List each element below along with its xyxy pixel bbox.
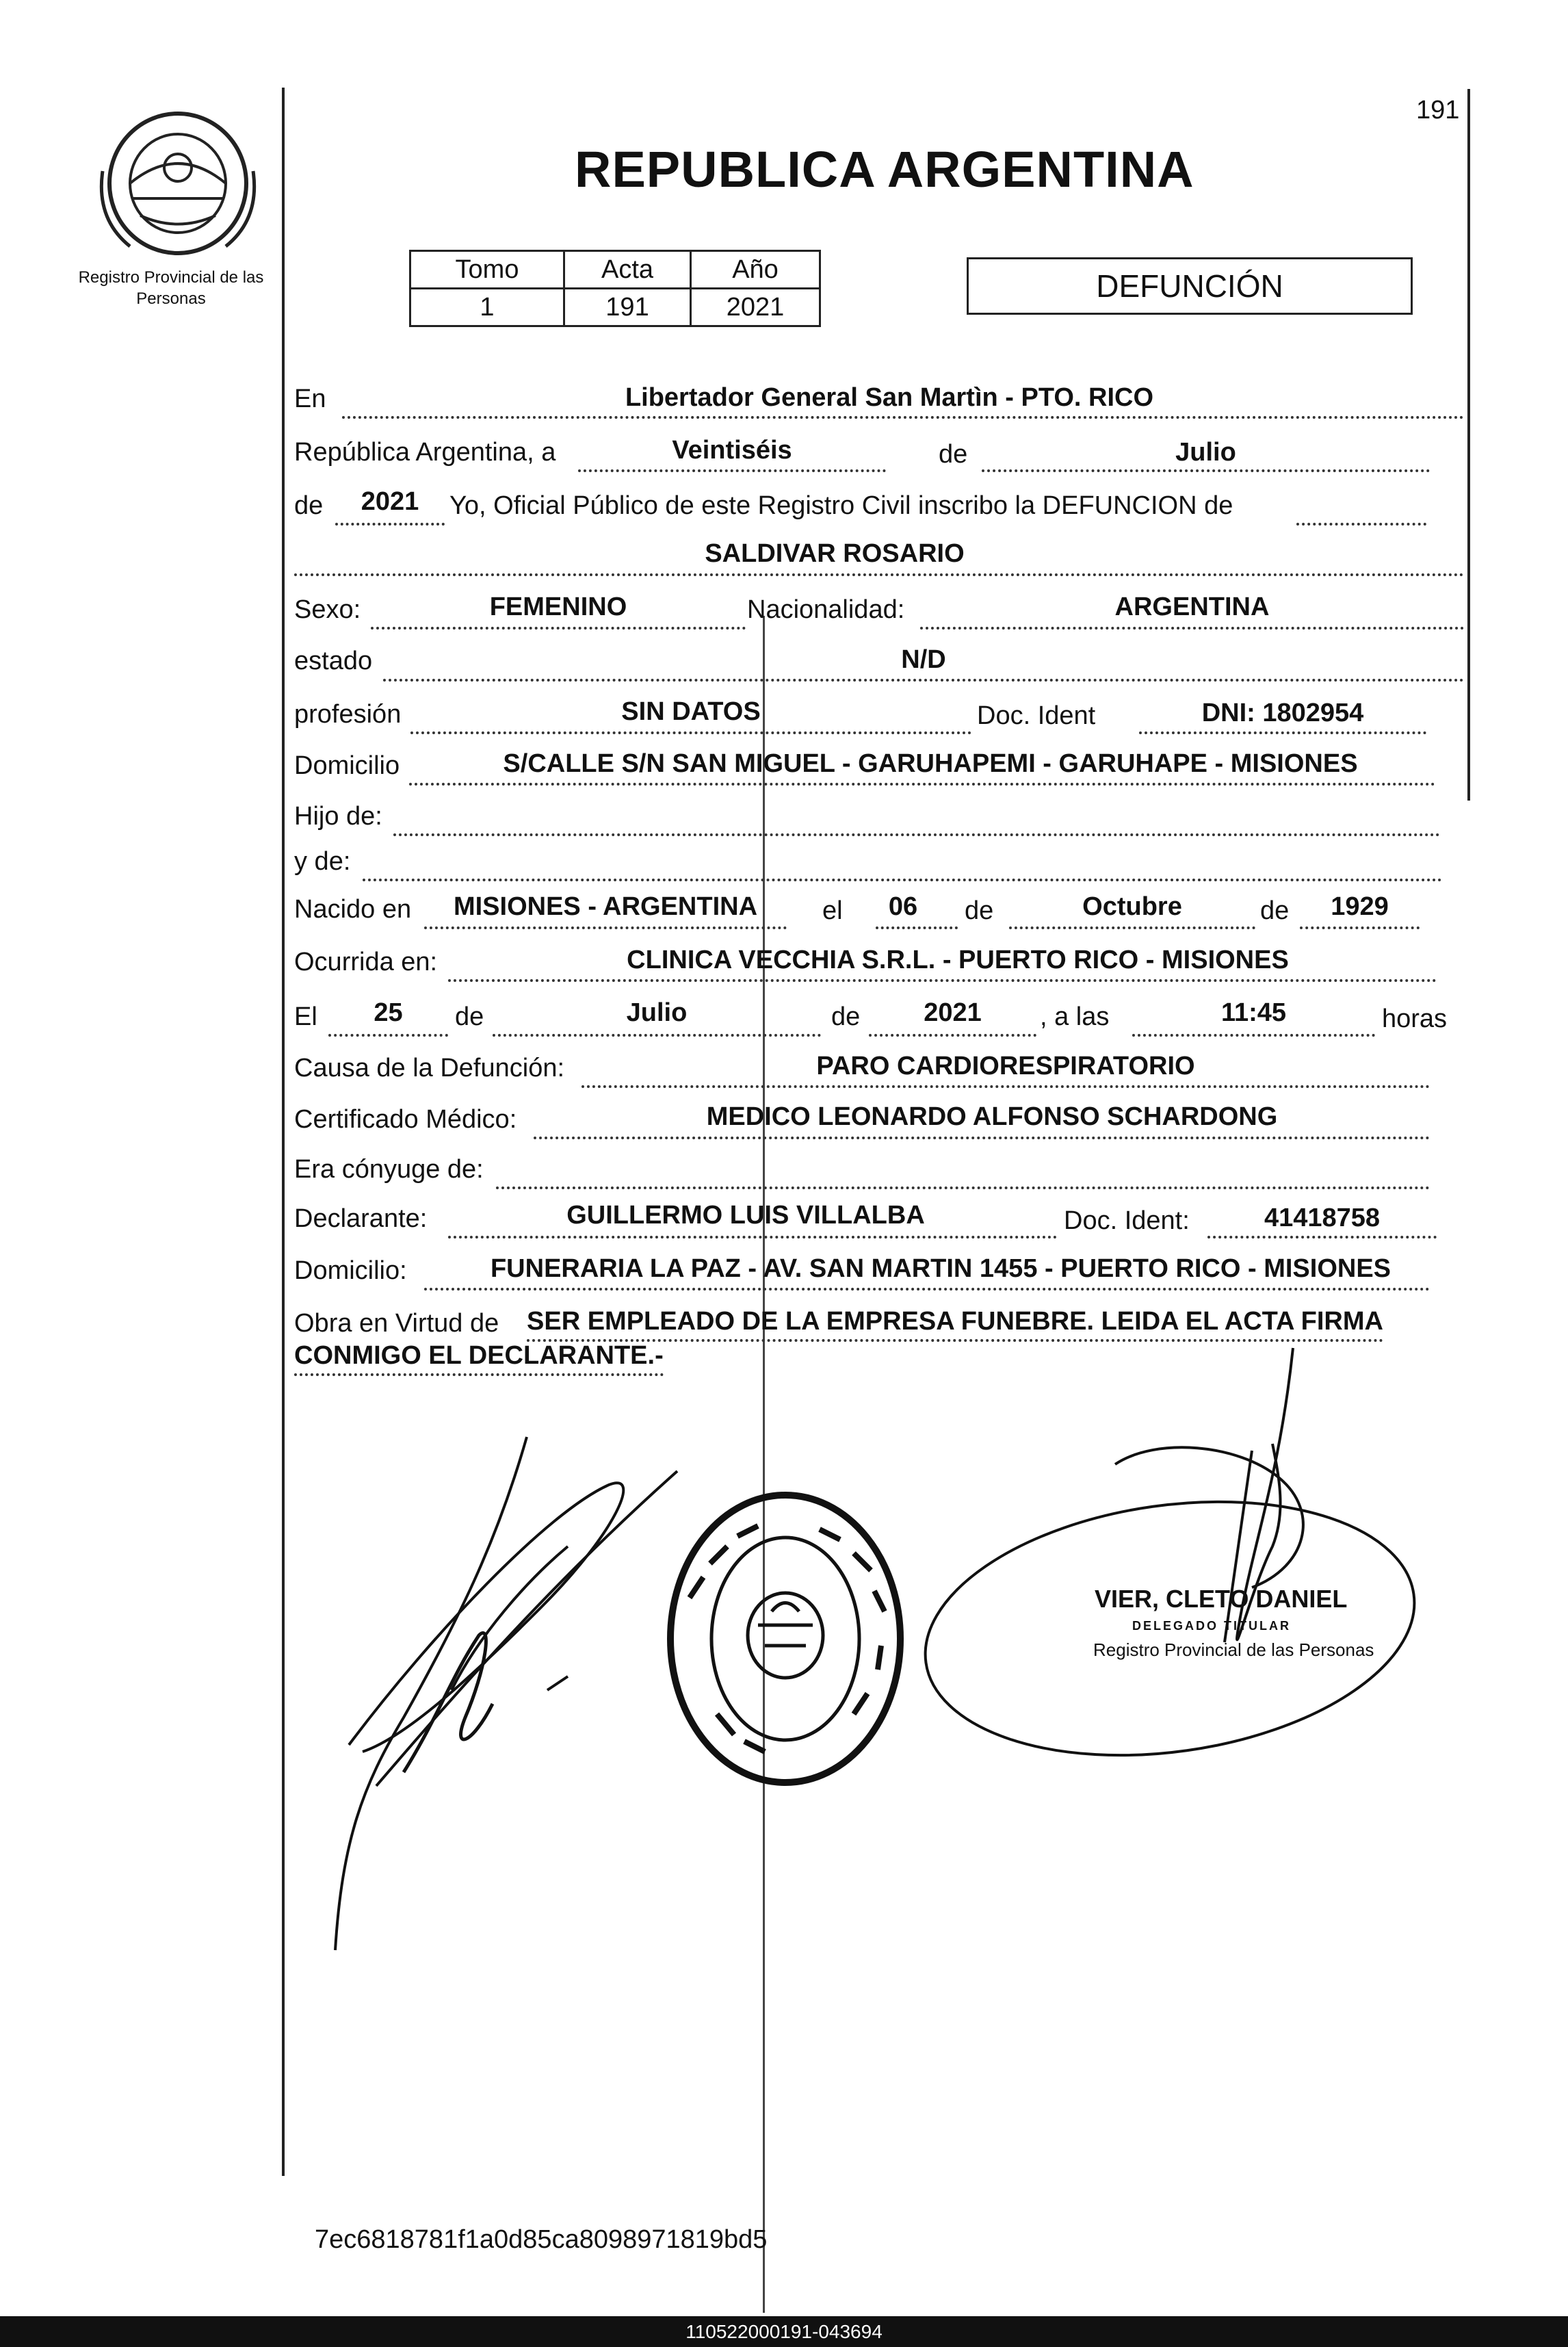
republica-label: República Argentina, a xyxy=(294,438,556,467)
nacido-label: Nacido en xyxy=(294,895,412,924)
death-day-line xyxy=(328,1034,448,1037)
center-fold-line xyxy=(763,616,765,2313)
death-time-value: 11:45 xyxy=(1220,998,1287,1027)
death-year-line xyxy=(869,1034,1036,1037)
nacionalidad-line xyxy=(920,627,1464,630)
birth-year-value: 1929 xyxy=(1331,892,1389,921)
domicilio-label: Domicilio xyxy=(294,751,400,780)
domicilio2-line xyxy=(424,1288,1430,1291)
doc-ident-line xyxy=(1139,731,1426,734)
declarant-signature xyxy=(322,1430,705,1964)
profesion-value: SIN DATOS xyxy=(621,697,761,726)
day-line xyxy=(578,469,886,472)
record-table xyxy=(409,250,821,327)
domicilio2-label: Domicilio: xyxy=(294,1256,407,1285)
officer-name: VIER, CLETO DANIEL xyxy=(1095,1585,1348,1613)
document-type: DEFUNCIÓN xyxy=(967,257,1413,315)
causa-value: PARO CARDIORESPIRATORIO xyxy=(816,1052,1195,1080)
province-seal xyxy=(89,103,267,260)
right-margin-rule xyxy=(1467,89,1470,801)
nacionalidad-label: Nacionalidad: xyxy=(747,595,905,624)
barcode-id: 110522000191-043694 xyxy=(0,2316,1568,2347)
officer-title: DELEGADO TITULAR xyxy=(1132,1619,1291,1633)
profesion-line xyxy=(410,731,971,734)
birth-year-line xyxy=(1300,926,1420,929)
country-title: REPUBLICA ARGENTINA xyxy=(575,141,1194,198)
acta-header: Acta xyxy=(564,251,691,289)
hijo-line xyxy=(393,833,1440,836)
death-time-line xyxy=(1132,1034,1375,1037)
de-label-5: de xyxy=(455,1002,484,1031)
domicilio-value: S/CALLE S/N SAN MIGUEL - GARUHAPEMI - GARUHAPE - MISIONES xyxy=(503,749,1358,778)
alas-label: , a las xyxy=(1040,1002,1110,1031)
causa-line xyxy=(582,1085,1430,1088)
document-hash: 7ec6818781f1a0d85ca8098971819bd5 xyxy=(315,2225,768,2254)
death-year-value: 2021 xyxy=(924,998,982,1027)
birth-month-line xyxy=(1009,926,1255,929)
place-value: Libertador General San Martìn - PTO. RICO xyxy=(625,383,1154,412)
estado-value: N/D xyxy=(901,645,946,674)
month-line xyxy=(982,469,1430,472)
ano-value: 2021 xyxy=(691,289,820,326)
declarante-line xyxy=(448,1236,1057,1239)
nacido-value: MISIONES - ARGENTINA xyxy=(453,892,758,921)
acta-value: 191 xyxy=(564,289,691,326)
hijo-label: Hijo de: xyxy=(294,802,382,831)
page-number: 191 xyxy=(1416,96,1460,125)
de-label-1: de xyxy=(939,440,968,469)
sexo-label: Sexo: xyxy=(294,595,361,624)
sexo-line xyxy=(371,627,746,630)
doc-ident2-label: Doc. Ident: xyxy=(1064,1206,1190,1235)
declarante-value: GUILLERMO LUIS VILLALBA xyxy=(566,1201,925,1230)
sexo-value: FEMENINO xyxy=(489,593,627,621)
birth-day-line xyxy=(876,926,958,929)
yde-label: y de: xyxy=(294,847,351,876)
year-value: 2021 xyxy=(361,487,419,516)
doc-ident-label: Doc. Ident xyxy=(977,701,1096,730)
birth-month-value: Octubre xyxy=(1082,892,1182,921)
ocurrida-value: CLINICA VECCHIA S.R.L. - PUERTO RICO - MISIONES xyxy=(627,946,1289,974)
ocurrida-label: Ocurrida en: xyxy=(294,948,438,976)
doc-ident2-value: 41418758 xyxy=(1264,1204,1381,1232)
statement-text: Yo, Oficial Público de este Registro Civil inscribo la DEFUNCION de xyxy=(449,491,1233,520)
officer-signature xyxy=(869,1341,1416,1806)
declarante-label: Declarante: xyxy=(294,1204,428,1233)
horas-label: horas xyxy=(1382,1004,1448,1033)
death-day-value: 25 xyxy=(374,998,403,1027)
deceased-name: SALDIVAR ROSARIO xyxy=(705,539,965,568)
conyuge-line xyxy=(496,1187,1430,1189)
death-month-line xyxy=(493,1034,821,1037)
name-line xyxy=(294,573,1464,576)
domicilio2-value: FUNERARIA LA PAZ - AV. SAN MARTIN 1455 - PUERTO RICO - MISIONES xyxy=(490,1254,1391,1283)
birth-day-value: 06 xyxy=(888,892,918,921)
doc-ident-value: DNI: 1802954 xyxy=(1201,699,1364,727)
estado-line xyxy=(383,679,1464,682)
el-label: el xyxy=(822,896,843,925)
el2-label: El xyxy=(294,1002,317,1031)
de-label-6: de xyxy=(831,1002,861,1031)
en-label: En xyxy=(294,385,326,413)
certificado-label: Certificado Médico: xyxy=(294,1105,517,1134)
left-margin-rule xyxy=(282,88,285,2176)
conyuge-label: Era cónyuge de: xyxy=(294,1155,484,1184)
causa-label: Causa de la Defunción: xyxy=(294,1054,565,1082)
tomo-value: 1 xyxy=(410,289,564,326)
nacionalidad-value: ARGENTINA xyxy=(1114,593,1270,621)
domicilio-line xyxy=(409,783,1435,786)
statement-line xyxy=(1296,523,1426,526)
ocurrida-line xyxy=(448,979,1437,982)
de-label-3: de xyxy=(965,896,994,925)
tomo-header: Tomo xyxy=(410,251,564,289)
yde-line xyxy=(363,879,1442,881)
officer-registry: Registro Provincial de las Personas xyxy=(1093,1639,1374,1660)
day-value: Veintiséis xyxy=(672,436,792,465)
certificado-value: MEDICO LEONARDO ALFONSO SCHARDONG xyxy=(706,1102,1278,1131)
death-month-value: Julio xyxy=(626,998,688,1027)
doc-ident2-line xyxy=(1207,1236,1437,1239)
registry-name: Registro Provincial de las Personas xyxy=(78,268,264,308)
profesion-label: profesión xyxy=(294,700,402,729)
place-line xyxy=(342,416,1464,419)
de-label-2: de xyxy=(294,491,324,520)
de-label-4: de xyxy=(1260,896,1290,925)
certificado-line xyxy=(534,1137,1430,1139)
month-value: Julio xyxy=(1175,438,1236,467)
ano-header: Año xyxy=(691,251,820,289)
obra-line-1: SER EMPLEADO DE LA EMPRESA FUNEBRE. LEIDA EL ACTA FIRMA xyxy=(527,1307,1383,1342)
estado-label: estado xyxy=(294,647,373,675)
obra-line-2: CONMIGO EL DECLARANTE.- xyxy=(294,1341,664,1376)
obra-label: Obra en Virtud de xyxy=(294,1309,499,1338)
nacido-line xyxy=(424,926,787,929)
year-line xyxy=(335,523,445,526)
